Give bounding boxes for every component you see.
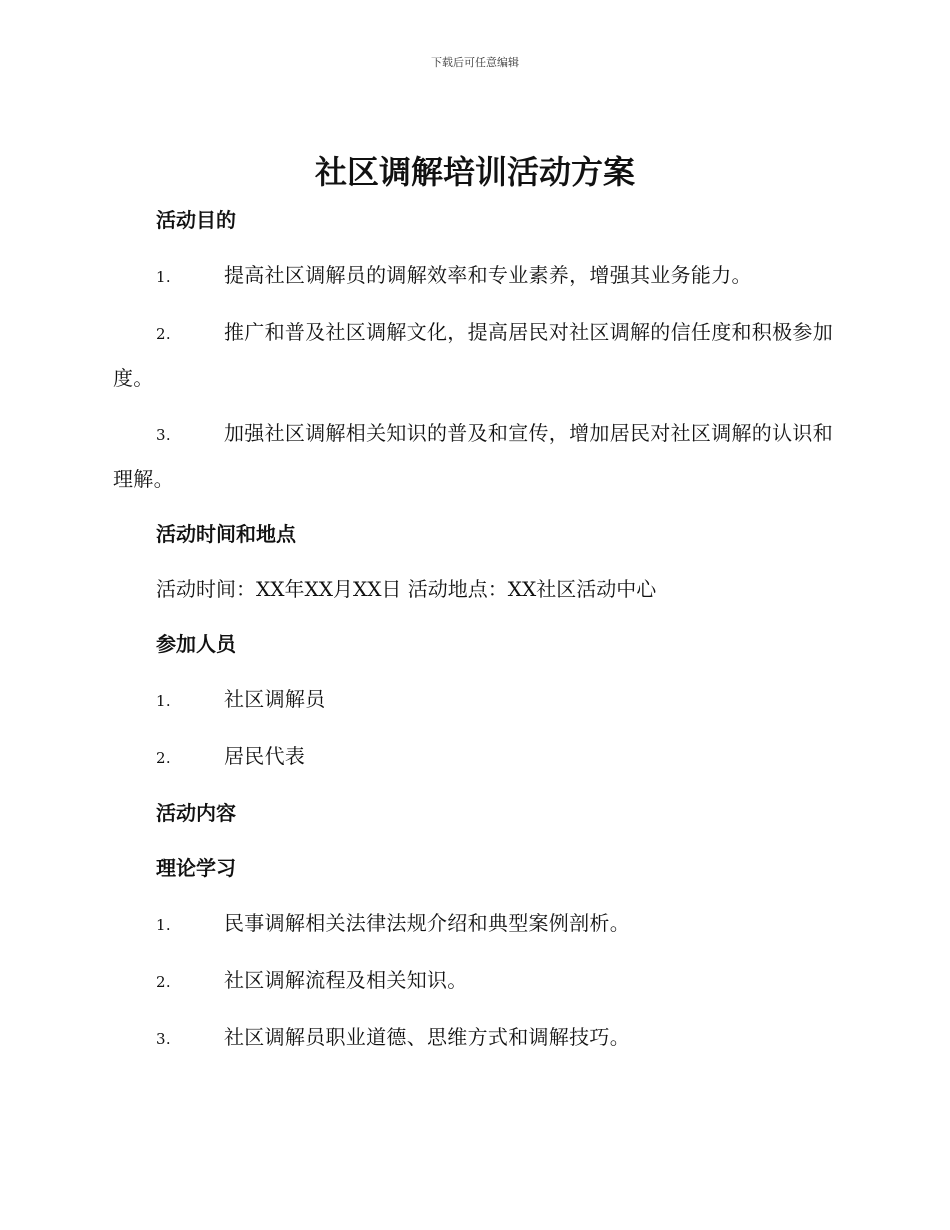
list-item-text: 加强社区调解相关知识的普及和宣传，增加居民对社区调解的认识和理解。	[113, 421, 833, 491]
list-number: 2.	[156, 973, 171, 991]
list-item-text: 社区调解流程及相关知识。	[224, 968, 468, 992]
list-item	[113, 677, 838, 723]
list-item	[113, 411, 838, 501]
document-title: 社区调解培训活动方案	[314, 153, 635, 191]
list-number: 2.	[156, 325, 171, 343]
list-item-text: 推广和普及社区调解文化，提高居民对社区调解的信任度和积极参加度。	[113, 320, 833, 390]
list-item-text: 社区调解员	[224, 687, 326, 711]
list-number: 1.	[156, 692, 171, 710]
header-note: 下载后可任意编辑	[431, 56, 519, 69]
list-number: 1.	[156, 268, 171, 286]
section-heading-participants: 参加人员	[156, 632, 236, 656]
list-item-text: 民事调解相关法律法规介绍和典型案例剖析。	[224, 911, 630, 935]
list-item	[113, 901, 838, 947]
list-item	[113, 1015, 838, 1061]
list-item-text: 社区调解员职业道德、思维方式和调解技巧。	[224, 1025, 630, 1049]
list-number: 2.	[156, 749, 171, 767]
section-heading-purpose: 活动目的	[156, 208, 236, 232]
list-number: 3.	[156, 1030, 171, 1048]
list-item	[113, 958, 838, 1004]
list-item	[113, 253, 838, 299]
list-number: 3.	[156, 426, 171, 444]
section-heading-time-place: 活动时间和地点	[156, 522, 296, 546]
list-item	[113, 310, 838, 400]
list-number: 1.	[156, 916, 171, 934]
document-body	[113, 198, 838, 1072]
section-heading-content: 活动内容	[156, 801, 236, 825]
time-place-text: 活动时间：XX年XX月XX日 活动地点：XX社区活动中心	[156, 577, 657, 601]
list-item-text: 提高社区调解员的调解效率和专业素养，增强其业务能力。	[224, 263, 752, 287]
section-heading-theory: 理论学习	[156, 856, 236, 880]
list-item-text: 居民代表	[224, 744, 306, 768]
list-item	[113, 734, 838, 780]
